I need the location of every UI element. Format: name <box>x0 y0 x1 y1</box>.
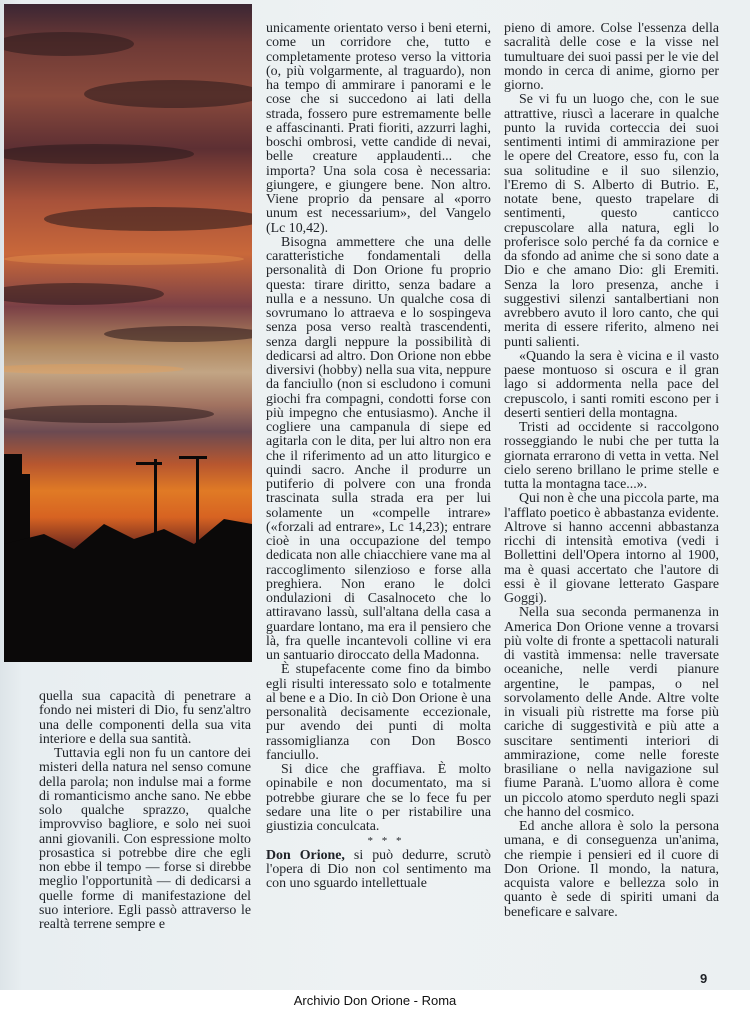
paragraph <box>266 849 491 892</box>
paragraph: quella sua capacità di penetrare a fondo nei misteri di Dio, fu senz'altro una delle componenti della sua vita interiore e della sua santità. <box>39 689 251 747</box>
paragraph: Bisogna ammettere che una delle caratteristiche fondamentali della personalità di Don Orione fu proprio questa: tirare diritto, senza badare a nulla e a nessuno. Un qualche cosa di sovrumano lo attraeva e lo sospingeva senza posa verso realtà trascendenti, senza dargli neppure la possibilità di dedicarsi ad altro. Don Orione non ebbe diversivi (hobby) nella sua vita, neppure da fanciullo (non si escludono i comuni giochi fra compagni, condotti forse con più impegno che entusiasmo). Anche il cogliere una campanula di siepe ed agitarla con le dita, per lui altro non era che il riferimento ad un atto liturgico e quindi sacro. Anche il produrre un putiferio di polvere con una fronda trascinata sulla strada era per lui solamente un «compelle intrare» («forzali ad entrare», Lc 14,23); entrare cioè in una occupazione del tempo dedicata non alle chiacchiere vane ma al raccoglimento silenzioso e forse alla preghiera. Non erano le dolci ondulazioni di Casalnoceto che lo attiravano lassù, sull'altana della casa a guardare lontano, ma era il pensiero che là, fra quelle incantevoli colline vi era un santuario diroccato della Madonna. <box>266 234 491 663</box>
paragraph: Si dice che graffiava. È molto opinabile e non documentato, ma si potrebbe giurare che se lo fece fu per sedare una lite o per ristabilire una giustizia conculcata. <box>266 762 491 834</box>
paragraph: unicamente orientato verso i beni eterni, come un corridore che, tutto e completamente proteso verso la vittoria (o, più volgarmente, al traguardo), non ha tempo di ammirare i panorami e le cose che si succedono ai lati della strada, fossero pure estremamente belle e affascinanti. Prati fioriti, azzurri laghi, boschi ombrosi, vette candide di nevai, belle creature applaudenti... che importa? Una sola cosa è necessaria: giungere, e giungere bene. Non altro. Viene proprio da pensare al «porro unum est necessarium», del Vangelo (Lc 10,42). <box>266 21 491 236</box>
paragraph: Ed anche allora è solo la persona umana, e di conseguenza un'anima, che riempie i pensieri ed il cuore di Don Orione. Il mondo, la natura, acquista valore e bellezza solo in quanto è sede di spiriti umani da beneficare e salvare. <box>504 819 719 920</box>
column-left <box>39 690 251 932</box>
paragraph: Se vi fu un luogo che, con le sue attrattive, riuscì a lacerare in qualche punto la ruvida corteccia dei suoi sentimenti intimi di ammirazione per le opere del Creatore, esso fu, con la sua solitudine e il suo silenzio, l'Eremo di S. Alberto di Butrio. E, notate bene, questo trapelare di sentimenti, questo canticco crepuscolare alla natura, egli lo proferisce solo perché fa da cornice e da sfondo ad anime che si sono date a Dio e che amano Dio: gli Eremiti. Senza la loro presenza, anche i suggestivi silenzi santalbertiani non avrebbero avuto il loro canto, che qui merita di essere riferito, almeno nei punti salienti. <box>504 92 719 350</box>
paragraph: Tuttavia egli non fu un cantore dei misteri della natura nel senso comune della parola; non indulse mai a forme di romanticismo anche sano. Ne ebbe solo qualche sprazzo, qualche improvviso bagliore, e solo nei suoi anni giovanili. Con espressione molto prosastica si potrebbe dire che egli non ebbe il tempo — forse si direbbe meglio l'opportunità — di dedicarsi a quelle forme di manifestazione del suo interiore. Egli passò attraverso le realtà terrene sempre e <box>39 746 251 932</box>
photo-silhouette-icon <box>4 4 252 662</box>
paragraph: pieno di amore. Colse l'essenza della sacralità delle cose e la visse nel tumultuare dei suoi passi per le vie del mondo in cerca di anime, giorno per giorno. <box>504 21 719 93</box>
paragraph: Nella sua seconda permanenza in America Don Orione venne a trovarsi più volte di fronte a spettacoli naturali di vastità immensa: nelle traversate oceaniche, nelle verdi pianure argentine, le pampas, o nel sorvolamento delle Ande. Altre volte in visuali più ristrette ma forse più cariche di suggestività e più atte a suscitare sentimenti interiori di ammirazione, come nelle foreste brasiliane o nella navigazione sul fiume Paranà. L'uomo allora è come un piccolo atomo sperduto negli spazi che hanno del cosmico. <box>504 605 719 820</box>
quote-paragraph: «Quando la sera è vicina e il vasto paese montuoso si oscura e il gran lago si addormenta nella pace del crepuscolo, i santi romiti escono per i deserti sentieri della montagna. <box>504 348 719 421</box>
archive-footer: Archivio Don Orione - Roma <box>0 990 750 1012</box>
quote-paragraph: Tristi ad occidente si raccolgono rosseggiando le nubi che per tutta la giornata errarono di vetta in vetta. Nel cielo sereno brillano le prime stelle e tutta la montagna tace...». <box>504 420 719 492</box>
paragraph-text: si può dedurre, scrutò l'opera di Dio non col sentimento ma con uno sguardo intellettuale <box>266 847 491 891</box>
column-middle <box>266 22 491 891</box>
column-right <box>504 22 719 920</box>
paragraph: Qui non è che una piccola parte, ma l'afflato poetico è abbastanza evidente. Altrove si hanno accenni abbastanza ricchi di intensità emotiva (vedi i Bollettini dell'Opera intorno al 1900, ma è quasi accertato che l'autore di essi è il giovane letterato Gaspare Goggi). <box>504 491 719 606</box>
section-separator: * * * <box>367 835 405 848</box>
lead-in: Don Orione, <box>266 847 345 863</box>
page-number: 9 <box>700 971 708 986</box>
paragraph: È stupefacente come fino da bimbo egli risulti interessato solo e totalmente al bene e a Dio. In ciò Don Orione è una personalità decisamente eccezionale, pur avendo dei punti di molta rassomiglianza con Don Bosco fanciullo. <box>266 662 491 763</box>
sunset-landscape-photo <box>4 4 252 662</box>
